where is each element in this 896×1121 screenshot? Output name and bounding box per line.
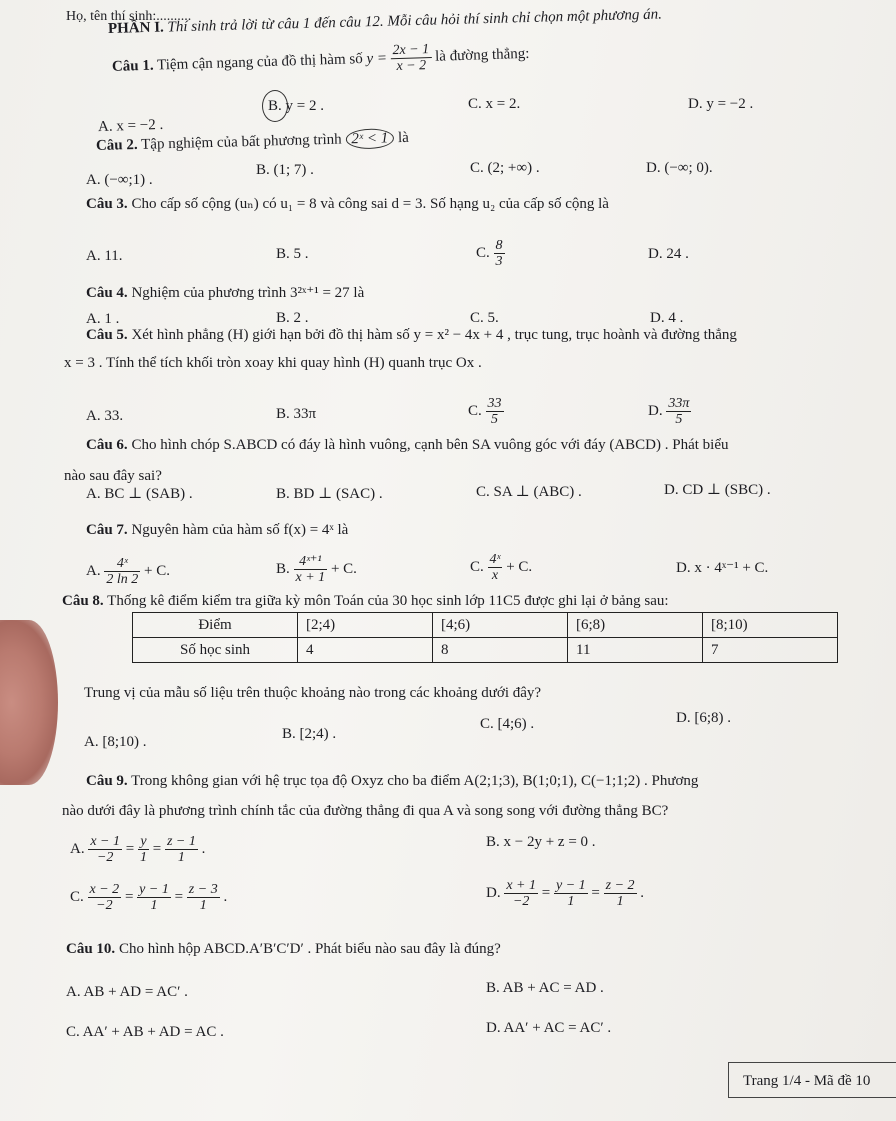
q1-option-d: D. y = −2 . <box>688 96 754 112</box>
table-header-cell: Số học sinh <box>133 638 298 663</box>
table-cell: 8 <box>433 638 568 663</box>
table-row <box>133 638 838 663</box>
q9-option-c: C. $\frac{x - 2}{-2}$ = $\frac{y - 1}{1}$ = $\frac{z - 3}{1}$ . <box>70 882 228 913</box>
table-header-cell: Điểm <box>133 613 298 638</box>
q2-option-c: C. (2; +∞) . <box>470 160 540 176</box>
table-row <box>133 613 838 638</box>
question-9-line-2: nào dưới đây là phương trình chính tắc của đường thẳng đi qua A và song song với đường thẳng BC? <box>62 803 669 819</box>
q10-option-c: C. AA′ + AB + AD = AC . <box>66 1024 224 1040</box>
q6-option-a: A. BC ⊥ (SAB) . <box>86 486 193 502</box>
table-cell: 7 <box>703 638 838 663</box>
q4-option-a: A. 1 . <box>86 311 120 327</box>
q5-option-d: D. $\frac{33\pi}{5}$ <box>648 396 690 427</box>
page-footer: Trang 1/4 - Mã đề 10 <box>728 1062 896 1098</box>
question-10: Câu 10. Cho hình hộp ABCD.A′B′C′D′ . Phát biểu nào sau đây là đúng? <box>66 941 501 957</box>
q3-option-d: D. 24 . <box>648 246 689 262</box>
q3-option-a: A. 11. <box>86 248 123 264</box>
q6-option-b: B. BD ⊥ (SAC) . <box>276 486 383 502</box>
part-heading: PHẦN I. Thí sinh trả lời từ câu 1 đến câu 12. Mỗi câu hỏi thí sinh chỉ chọn một phương án. <box>107 6 663 37</box>
question-5-line-2: x = 3 . Tính thể tích khối tròn xoay khi quay hình (H) quanh trục Ox . <box>64 355 482 371</box>
q8-option-c: C. [4;6) . <box>480 716 535 732</box>
q3-option-c: C. $\frac{8}{3}$ <box>476 238 503 269</box>
q8-option-a: A. [8;10) . <box>84 734 147 750</box>
question-8: Câu 8. Thống kê điểm kiểm tra giữa kỳ môn Toán của 30 học sinh lớp 11C5 được ghi lại ở bảng sau: <box>62 593 669 609</box>
q7-option-d: D. x · 4ˣ⁻¹ + C. <box>676 560 769 576</box>
q9-option-b: B. x − 2y + z = 0 . <box>486 834 596 850</box>
q1-option-a: A. x = −2 . <box>97 116 164 136</box>
q7-option-a: A. $\frac{\text{4ˣ}}{2 \ln 2}$ + C. <box>86 556 170 587</box>
table-cell: [2;4) <box>298 613 433 638</box>
q4-option-c: C. 5. <box>470 310 499 326</box>
q5-option-c: C. $\frac{33}{5}$ <box>468 396 502 427</box>
q2-option-d: D. (−∞; 0). <box>646 160 713 176</box>
q6-option-c: C. SA ⊥ (ABC) . <box>476 484 582 500</box>
q2-option-b: B. (1; 7) . <box>256 162 314 178</box>
q10-option-d: D. AA′ + AC = AC′ . <box>486 1020 612 1036</box>
table-cell: 11 <box>568 638 703 663</box>
q1-option-b: B. y = 2 . <box>268 98 324 114</box>
question-1: Câu 1. Tiệm cận ngang của đồ thị hàm số y = $\frac{2x - 1}{x - 2}$ là đường thẳng: <box>111 42 530 75</box>
q5-option-b: B. 33π <box>276 406 317 422</box>
q9-option-d: D. $\frac{x + 1}{-2}$ = $\frac{y - 1}{1}$ = $\frac{z - 2}{1}$ . <box>486 878 645 909</box>
q6-option-d: D. CD ⊥ (SBC) . <box>664 482 771 498</box>
finger-photo-artifact <box>0 620 58 785</box>
q8-option-d: D. [6;8) . <box>676 710 731 726</box>
q4-option-b: B. 2 . <box>276 310 309 326</box>
q10-option-a: A. AB + AD = AC′ . <box>66 984 188 1000</box>
question-3: Câu 3. Cho cấp số cộng (uₙ) có u₁ = 8 và công sai d = 3. Số hạng u₂ của cấp số cộng là <box>86 196 609 212</box>
table-cell: 4 <box>298 638 433 663</box>
q8-option-b: B. [2;4) . <box>282 726 337 742</box>
q1-option-c: C. x = 2. <box>468 96 521 112</box>
q5-option-a: A. 33. <box>86 408 124 424</box>
question-7: Câu 7. Nguyên hàm của hàm số f(x) = 4ˣ là <box>86 522 349 538</box>
question-4: Câu 4. Nghiệm của phương trình 3²ˣ⁺¹ = 27 là <box>86 285 365 301</box>
question-2: Câu 2. Tập nghiệm của bất phương trình 2ˣ < 1 là <box>95 129 410 154</box>
table-cell: [4;6) <box>433 613 568 638</box>
score-table <box>132 612 838 663</box>
q9-option-a: A. $\frac{x - 1}{-2}$ = $\frac{y}{1}$ = $\frac{z - 1}{1}$ . <box>70 834 206 865</box>
table-cell: [8;10) <box>703 613 838 638</box>
question-9: Câu 9. Trong không gian với hệ trục tọa độ Oxyz cho ba điểm A(2;1;3), B(1;0;1), C(−1;1;2) . Phương <box>86 773 699 789</box>
q7-option-b: B. $\frac{\text{4ˣ⁺¹}}{x + 1}$ + C. <box>276 554 357 585</box>
question-6: Câu 6. Cho hình chóp S.ABCD có đáy là hình vuông, cạnh bên SA vuông góc với đáy (ABCD) . Phát biểu <box>86 437 729 453</box>
q7-option-c: C. $\frac{\text{4ˣ}}{x}$ + C. <box>470 552 533 583</box>
q10-option-b: B. AB + AC = AD . <box>486 980 604 996</box>
q4-option-d: D. 4 . <box>650 310 684 326</box>
table-cell: [6;8) <box>568 613 703 638</box>
question-5: Câu 5. Xét hình phẳng (H) giới hạn bởi đồ thị hàm số y = x² − 4x + 4 , trục tung, trục hoành và đường thẳng <box>86 327 737 343</box>
q2-option-a: A. (−∞;1) . <box>86 172 153 188</box>
student-name-label: Họ, tên thí sinh:.......... <box>66 9 192 24</box>
q3-option-b: B. 5 . <box>276 246 309 262</box>
question-6-line-2: nào sau đây sai? <box>64 468 162 484</box>
answer-mark <box>262 90 288 122</box>
question-8-prompt: Trung vị của mẫu số liệu trên thuộc khoảng nào trong các khoảng dưới đây? <box>84 685 542 701</box>
